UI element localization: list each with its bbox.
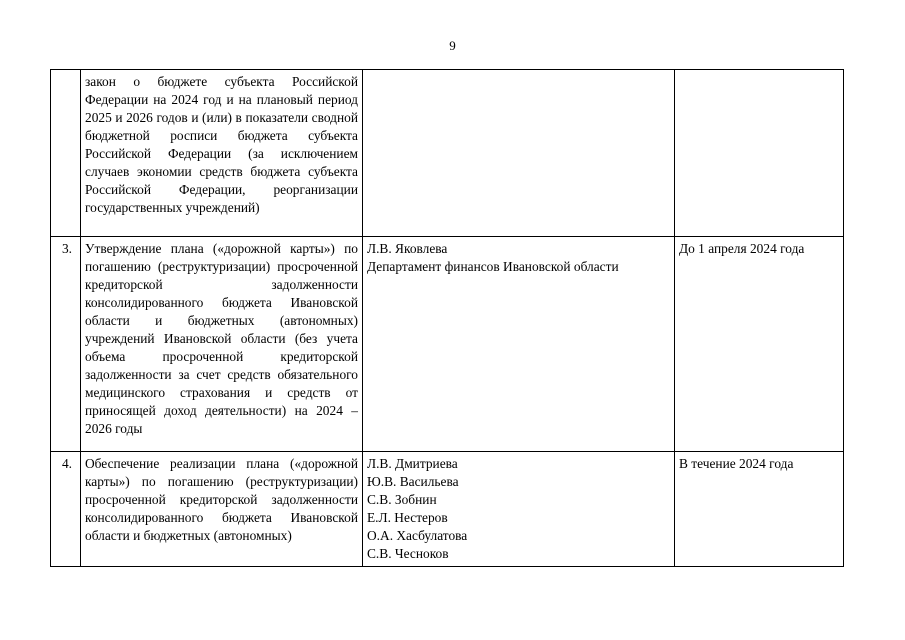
task-cell: закон о бюджете субъекта Российской Федерации на 2024 год и на плановый период 2025 и 2026 годов и (или) в показатели сводной бюджетной росписи бюджета субъекта Российской Федерации (за исключением случаев экономии средств бюджета субъекта Российской Федерации, реорганизации государственных учреждений)	[81, 70, 363, 237]
responsible-cell	[363, 70, 675, 237]
responsible-name: Е.Л. Нестеров	[367, 510, 448, 525]
table-row	[51, 70, 844, 237]
row-number-cell: 4.	[51, 452, 81, 567]
row-number-cell	[51, 70, 81, 237]
table-row	[51, 452, 844, 567]
page-number: 9	[449, 38, 456, 53]
term-cell: В течение 2024 года	[675, 452, 844, 567]
responsible-department: Департамент финансов Ивановской области	[367, 259, 619, 274]
responsible-cell	[363, 452, 675, 567]
responsible-name: Л.В. Яковлева	[367, 241, 448, 256]
table-row	[51, 237, 844, 452]
responsible-cell	[363, 237, 675, 452]
term-cell	[675, 70, 844, 237]
responsible-name: О.А. Хасбулатова	[367, 528, 468, 543]
task-cell: Обеспечение реализации плана («дорожной карты») по погашению (реструктуризации) просроченной кредиторской задолженности консолидированного бюджета Ивановской области и бюджетных (автономных)	[81, 452, 363, 567]
row-number-cell: 3.	[51, 237, 81, 452]
responsible-name: С.В. Зобнин	[367, 492, 437, 507]
task-cell: Утверждение плана («дорожной карты») по погашению (реструктуризации) просроченной кредиторской задолженности консолидированного бюджета Ивановской области и бюджетных (автономных) учреждений Ивановской области (без учета объема просроченной кредиторской задолженности за счет средств обязательного медицинского страхования и средств от приносящей доход деятельности) на 2024 – 2026 годы	[81, 237, 363, 452]
term-cell: До 1 апреля 2024 года	[675, 237, 844, 452]
responsible-name: Ю.В. Васильева	[367, 474, 459, 489]
responsible-name: С.В. Чесноков	[367, 546, 449, 561]
responsible-name: Л.В. Дмитриева	[367, 456, 458, 471]
action-plan-table	[50, 69, 844, 567]
